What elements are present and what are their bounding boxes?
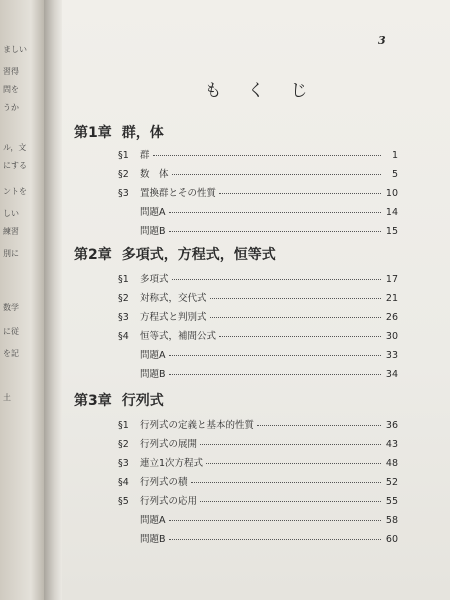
leader-dots <box>210 317 381 318</box>
page-ref: 43 <box>385 439 398 450</box>
section-title: 行列式の定義と基本的性質 <box>140 420 255 431</box>
section-title: 恒等式，補間公式 <box>140 331 217 342</box>
toc-entry[interactable] <box>118 185 398 201</box>
section-title: 置換群とその性質 <box>140 188 217 199</box>
section-title: 問題A <box>140 515 166 526</box>
toc-entry[interactable] <box>118 366 398 382</box>
leader-dots <box>169 231 381 232</box>
chapter-heading <box>74 390 164 410</box>
page-ref: 58 <box>385 515 398 526</box>
leader-dots <box>200 444 381 445</box>
leader-dots <box>169 520 382 521</box>
left-page <box>0 0 44 600</box>
page-number: 3 <box>378 34 386 47</box>
left-page-text: 数学 <box>3 303 19 312</box>
toc-entry[interactable] <box>118 147 398 163</box>
section-number: §1 <box>118 150 129 161</box>
chapter-title: 多項式，方程式，恒等式 <box>121 247 276 263</box>
page-ref: 34 <box>385 369 398 380</box>
toc-entry[interactable] <box>118 474 398 490</box>
left-page-text: ル，文 <box>3 143 27 152</box>
section-title: 問題A <box>140 350 166 361</box>
left-page-text: 習得 <box>3 67 19 76</box>
chapter-title: 群，体 <box>121 125 164 141</box>
page-ref: 33 <box>385 350 398 361</box>
section-title: 連立1次方程式 <box>140 458 204 469</box>
page-ref: 21 <box>385 293 398 304</box>
section-number: §2 <box>118 293 129 304</box>
page-ref: 52 <box>385 477 398 488</box>
page-ref: 14 <box>385 207 398 218</box>
section-title: 群 <box>140 150 150 161</box>
left-page-text: に従 <box>3 327 19 336</box>
chapter-number: 第3章 <box>74 393 112 409</box>
toc-entry[interactable] <box>118 512 398 528</box>
page-ref: 60 <box>385 534 398 545</box>
section-title: 問題B <box>140 369 166 380</box>
book-gutter <box>44 0 62 600</box>
left-page-text: 土 <box>3 393 11 402</box>
section-number: §2 <box>118 439 129 450</box>
section-title: 多項式 <box>140 274 169 285</box>
section-title: 問題B <box>140 534 166 545</box>
toc-entry[interactable] <box>118 204 398 220</box>
chapter-heading <box>74 122 164 142</box>
chapter-number: 第2章 <box>74 247 112 263</box>
leader-dots <box>169 355 382 356</box>
page-ref: 55 <box>385 496 398 507</box>
leader-dots <box>153 155 381 156</box>
page-ref: 5 <box>391 169 398 180</box>
section-title: 問題B <box>140 226 166 237</box>
section-number: §4 <box>118 477 129 488</box>
leader-dots <box>169 212 382 213</box>
section-title: 問題A <box>140 207 166 218</box>
page-ref: 30 <box>385 331 398 342</box>
left-page-text: しい <box>3 209 19 218</box>
toc-entry[interactable] <box>118 417 398 433</box>
section-title: 行列式の応用 <box>140 496 198 507</box>
left-page-text: 練習 <box>3 227 19 236</box>
page-ref: 48 <box>385 458 398 469</box>
toc-entry[interactable] <box>118 347 398 363</box>
toc-entry[interactable] <box>118 455 398 471</box>
leader-dots <box>257 425 381 426</box>
section-title: 行列式の展開 <box>140 439 198 450</box>
left-page-text: うか <box>3 103 19 112</box>
leader-dots <box>169 539 381 540</box>
section-number: §2 <box>118 169 129 180</box>
toc-entry[interactable] <box>118 223 398 239</box>
section-number: §3 <box>118 188 129 199</box>
section-number: §3 <box>118 458 129 469</box>
chapter-title: 行列式 <box>121 393 164 409</box>
section-title: 数 体 <box>140 169 169 180</box>
chapter-number: 第1章 <box>74 125 112 141</box>
section-number: §1 <box>118 420 129 431</box>
section-title: 行列式の積 <box>140 477 188 488</box>
page-ref: 36 <box>385 420 398 431</box>
chapter-heading <box>74 244 276 264</box>
leader-dots <box>200 501 381 502</box>
toc-entry[interactable] <box>118 271 398 287</box>
leader-dots <box>210 298 381 299</box>
left-page-text: ントを <box>3 187 27 196</box>
leader-dots <box>191 482 381 483</box>
left-page-text: ましい <box>3 45 27 54</box>
left-page-text: を記 <box>3 349 19 358</box>
toc-page <box>62 0 450 600</box>
page-ref: 15 <box>385 226 398 237</box>
page-ref: 1 <box>391 150 398 161</box>
section-number: §1 <box>118 274 129 285</box>
section-number: §5 <box>118 496 129 507</box>
toc-entry[interactable] <box>118 436 398 452</box>
toc-entry[interactable] <box>118 531 398 547</box>
section-title: 対称式，交代式 <box>140 293 207 304</box>
toc-entry[interactable] <box>118 290 398 306</box>
page-title: もくじ <box>204 81 334 101</box>
leader-dots <box>219 336 381 337</box>
left-page-text: にする <box>3 161 27 170</box>
leader-dots <box>172 174 381 175</box>
section-number: §4 <box>118 331 129 342</box>
leader-dots <box>172 279 381 280</box>
leader-dots <box>169 374 381 375</box>
toc-entry[interactable] <box>118 309 398 325</box>
section-number: §3 <box>118 312 129 323</box>
toc-entry[interactable] <box>118 166 398 182</box>
section-title: 方程式と判別式 <box>140 312 207 323</box>
leader-dots <box>206 463 381 464</box>
left-page-text: 問を <box>3 85 19 94</box>
page-ref: 17 <box>385 274 398 285</box>
toc-entry[interactable] <box>118 493 398 509</box>
toc-entry[interactable] <box>118 328 398 344</box>
page-ref: 26 <box>385 312 398 323</box>
page-ref: 10 <box>385 188 398 199</box>
left-page-text: 別に <box>3 249 19 258</box>
leader-dots <box>219 193 381 194</box>
